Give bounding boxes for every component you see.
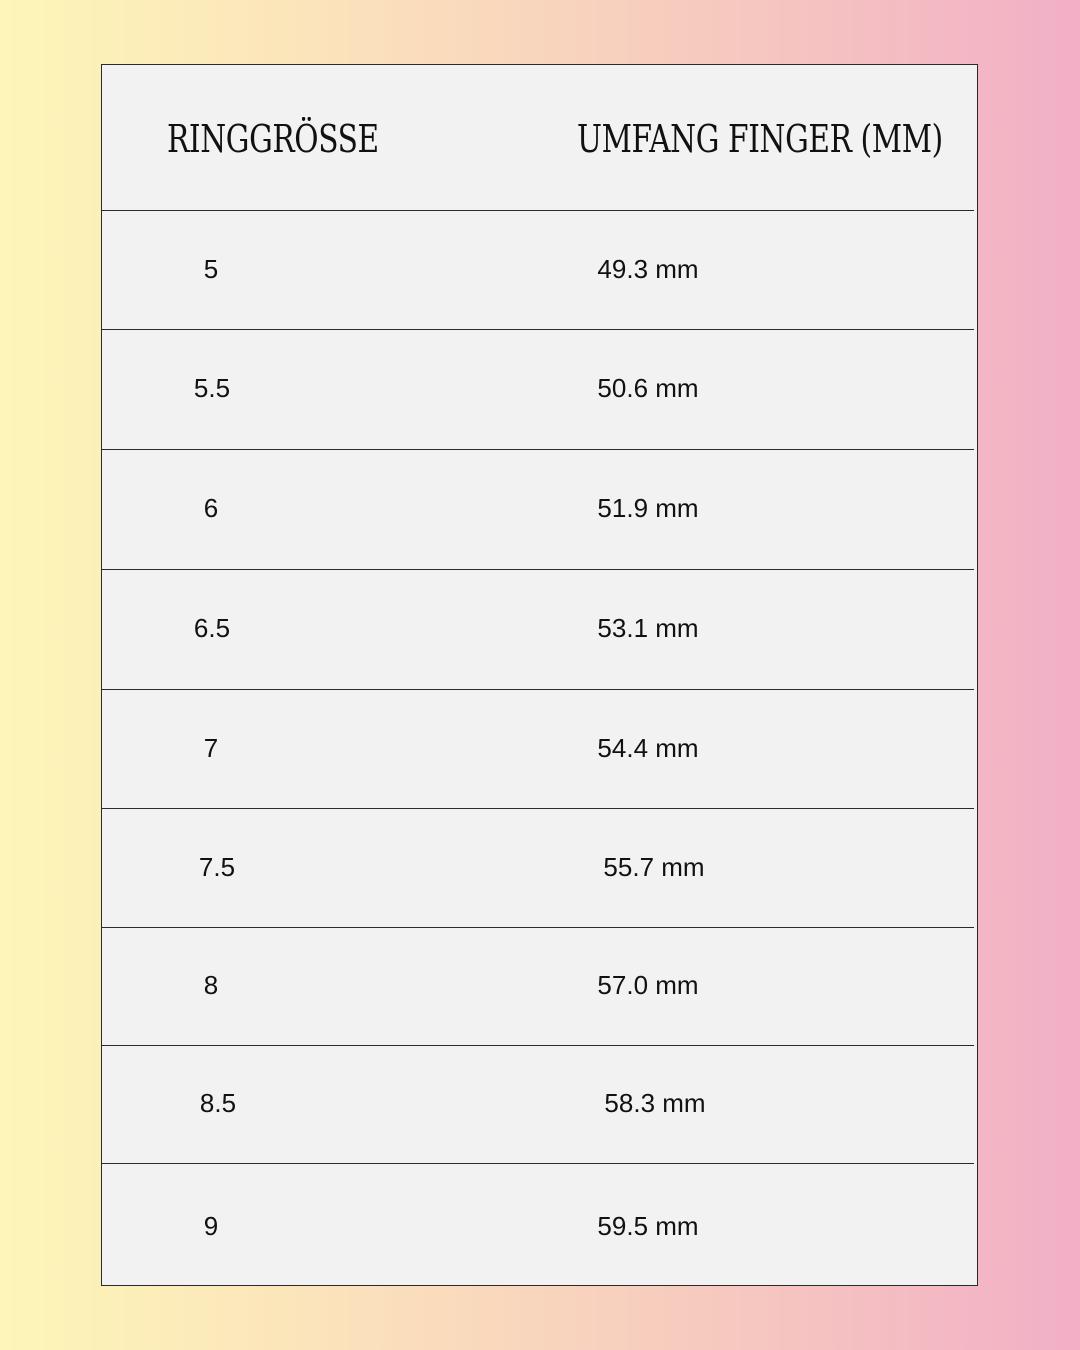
circumference-cell: 59.5 mm [597,1211,699,1241]
circumference-cell: 53.1 mm [597,613,699,643]
row-divider [102,689,974,690]
row-divider [102,449,974,450]
header-finger-circumference: UMFANG FINGER (MM) [577,117,943,161]
row-divider [102,1163,974,1164]
row-divider [102,808,974,809]
row-divider [102,210,974,211]
ring-size-cell: 7.5 [198,852,236,882]
row-divider [102,927,974,928]
ring-size-cell: 6 [203,493,219,523]
ring-size-cell: 5.5 [193,373,231,403]
circumference-cell: 55.7 mm [603,852,705,882]
row-divider [102,569,974,570]
row-divider [102,1045,974,1046]
ring-size-cell: 5 [203,254,219,284]
row-divider [102,329,974,330]
circumference-cell: 57.0 mm [597,970,699,1000]
ring-size-cell: 7 [203,733,219,763]
circumference-cell: 54.4 mm [597,733,699,763]
ring-size-cell: 8 [203,970,219,1000]
circumference-cell: 49.3 mm [597,254,699,284]
ring-size-cell: 9 [203,1211,219,1241]
ring-size-cell: 6.5 [193,613,231,643]
ring-size-cell: 8.5 [199,1088,237,1118]
circumference-cell: 58.3 mm [604,1088,706,1118]
circumference-cell: 50.6 mm [597,373,699,403]
ring-size-table [101,64,978,1286]
header-ring-size: RINGGRÖSSE [167,117,379,161]
circumference-cell: 51.9 mm [597,493,699,523]
table-header-row [102,65,977,210]
